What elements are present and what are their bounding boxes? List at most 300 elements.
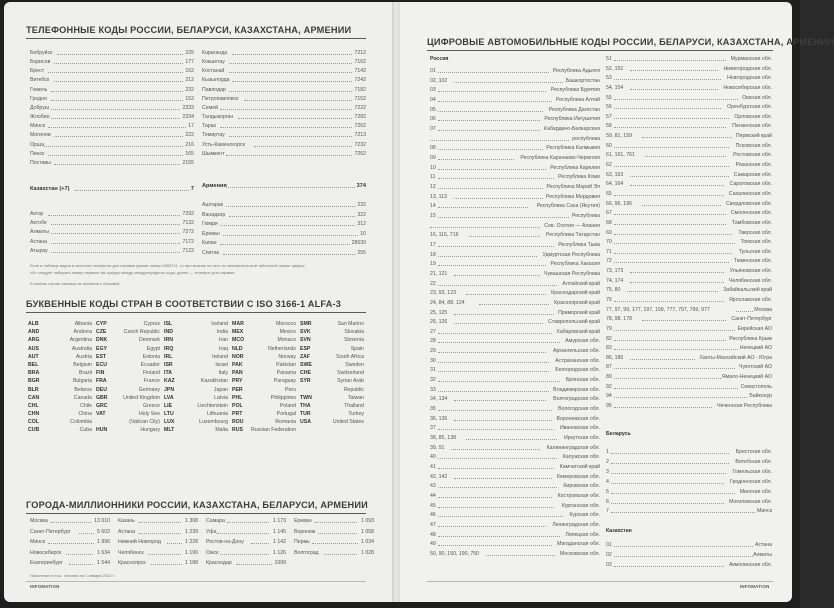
- car-code-row: [606, 143, 772, 149]
- iso-country: Argentina: [69, 337, 92, 344]
- iso-row: [28, 418, 94, 426]
- phone-row-value: 212: [185, 77, 194, 84]
- iso-country: Iraq: [219, 345, 228, 352]
- iso-country: Lithuania: [206, 411, 228, 418]
- car-code-row-leader: [438, 130, 540, 131]
- city-row: [30, 550, 110, 556]
- iso-row: [96, 402, 162, 410]
- iso-country: United States: [332, 419, 364, 426]
- car-code-row-leader: [630, 359, 695, 360]
- phone-row-label: Гродно: [30, 95, 47, 102]
- car-code-row-leader: [614, 108, 721, 109]
- car-code-row-label: 28: [430, 338, 436, 345]
- car-code-row-label: 38, 85, 138: [430, 435, 456, 442]
- car-code-row-value: Республика Татарстан: [546, 232, 600, 239]
- city-row-leader: [220, 554, 269, 555]
- iso-row: [164, 328, 230, 336]
- car-code-row-label: 13, 113: [430, 193, 447, 200]
- iso-country: Spain: [350, 345, 364, 352]
- iso-code: CHL: [28, 402, 39, 409]
- car-code-row-leader: [614, 262, 729, 263]
- car-code-row-label: 89: [606, 374, 612, 381]
- iso-column: [164, 320, 230, 435]
- kazakhstan-heading-label: Казахстан (+7): [30, 186, 70, 192]
- car-code-row-label: 02: [606, 551, 612, 558]
- car-code-row-label: 39, 91: [430, 444, 445, 451]
- car-code-row-value: Ямало-Ненецкий АО: [721, 374, 772, 381]
- car-code-row: [606, 201, 772, 207]
- car-code-row-label: 60: [606, 142, 612, 149]
- iso-country: Pakistan: [276, 361, 296, 368]
- city-row-value: 1 239: [185, 528, 198, 535]
- city-row-value: 5 602: [97, 528, 110, 535]
- car-code-row-leader: [438, 169, 546, 170]
- iso-row: [300, 353, 366, 361]
- car-code-row-label: 86, 186: [606, 354, 624, 361]
- car-codes-rule: [427, 50, 773, 51]
- car-code-row-leader: [438, 217, 569, 218]
- phone-row-leader: [244, 100, 352, 101]
- car-code-row-leader: [438, 256, 537, 257]
- iso-country: India: [216, 329, 228, 336]
- iso-code: ESP: [300, 345, 311, 352]
- phone-row: [30, 132, 194, 138]
- car-code-row-value: Пермский край: [735, 133, 772, 140]
- city-row-leader: [318, 533, 358, 534]
- car-code-row-leader: [466, 294, 546, 295]
- car-code-row-leader: [466, 439, 557, 440]
- phone-row: [202, 231, 366, 237]
- phone-row-label: Актобе: [30, 220, 47, 227]
- car-code-row-leader: [614, 127, 726, 128]
- iso-country: Chile: [80, 402, 92, 409]
- phone-row-leader: [229, 136, 353, 137]
- city-row-leader: [79, 533, 94, 534]
- iso-row: [96, 345, 162, 353]
- iso-code: IRQ: [164, 345, 174, 352]
- car-code-row: [430, 116, 600, 122]
- phone-row: [30, 248, 194, 254]
- city-row: [118, 529, 198, 535]
- car-code-row-value: Ростовская обл.: [733, 152, 772, 159]
- city-row-leader: [69, 564, 93, 565]
- phone-row-leader: [57, 54, 184, 55]
- car-code-row-value: Ненецкий АО: [739, 345, 772, 352]
- city-row-value: 1 034: [361, 539, 374, 546]
- city-row-label: Ереван: [294, 518, 312, 524]
- iso-country: Holy See: [138, 411, 160, 418]
- iso-code: DNK: [96, 337, 108, 344]
- car-code-row-value: Красноярский край: [554, 299, 600, 306]
- iso-row: [232, 410, 298, 418]
- iso-country: Albania: [74, 321, 92, 327]
- iso-country: Netherlands: [268, 345, 296, 352]
- city-row-leader: [148, 554, 182, 555]
- city-row: [206, 560, 286, 566]
- car-code-row: [606, 56, 772, 62]
- iso-country: Canada: [73, 394, 92, 401]
- car-code-row: [430, 68, 600, 74]
- phone-row-value: 7162: [354, 59, 366, 66]
- iso-country: Egypt: [146, 345, 160, 352]
- car-code-row-label: 55: [606, 94, 612, 101]
- right-page: [400, 2, 834, 602]
- iso-row: [300, 328, 366, 336]
- car-code-row-leader: [614, 378, 721, 379]
- iso-country: San Marino: [337, 321, 364, 327]
- iso-country: Estonia: [142, 353, 160, 360]
- car-code-row-label: 04: [430, 96, 436, 103]
- car-code-row-label: 23, 93, 123: [430, 290, 456, 297]
- iso-country: Portugal: [276, 411, 296, 418]
- iso-codes-rule: [26, 312, 366, 313]
- city-row: [30, 529, 110, 535]
- iso-code: KAZ: [164, 378, 175, 385]
- phone-row-leader: [51, 109, 181, 110]
- car-code-row: [606, 172, 772, 178]
- car-code-row-leader: [630, 70, 718, 71]
- car-code-row: [430, 358, 600, 364]
- city-row-label: Челябинск: [118, 549, 144, 556]
- phone-row: [202, 151, 366, 157]
- car-code-row-leader: [438, 410, 551, 411]
- car-code-row: [606, 123, 772, 129]
- car-code-row: [430, 329, 600, 335]
- car-code-row-label: 54, 154: [606, 84, 624, 91]
- car-code-row-leader: [454, 420, 552, 421]
- car-code-row-value: Сев. Осетия — Алания: [544, 222, 600, 229]
- car-code-row-label: 2: [606, 458, 609, 465]
- car-code-row-value: Республика Карелия: [550, 164, 600, 171]
- car-code-row-value: Омская обл.: [742, 94, 772, 101]
- car-code-row-leader: [438, 526, 546, 527]
- phone-row-label: Петропавловск: [202, 95, 239, 102]
- car-code-row-leader: [642, 137, 732, 138]
- iso-code: PRY: [232, 378, 243, 385]
- iso-row: [96, 361, 162, 369]
- car-code-row: [430, 155, 600, 161]
- car-code-row-value: республика: [572, 135, 600, 142]
- car-code-row: [430, 454, 600, 460]
- car-code-row: [606, 449, 772, 455]
- car-code-row-value: Вологодская обл.: [558, 406, 600, 413]
- phone-row-label: Могилев: [30, 132, 51, 139]
- car-code-row-leader: [630, 89, 718, 90]
- iso-row: [300, 320, 366, 328]
- phone-row-label: Алматы: [30, 229, 49, 236]
- car-code-row-leader: [438, 120, 540, 121]
- iso-code: MEX: [232, 329, 244, 336]
- car-code-row: [430, 319, 600, 325]
- iso-country: Iran: [219, 337, 228, 344]
- car-code-row-label: 77, 97, 99, 177, 197, 199, 777, 797, 799, 977: [606, 306, 710, 313]
- city-row-leader: [139, 533, 182, 534]
- car-code-row-value: Тюменская обл.: [733, 258, 772, 265]
- car-code-row-value: Витебская обл.: [735, 458, 772, 465]
- iso-column: [232, 320, 298, 435]
- iso-country: Kazakhstan: [200, 378, 228, 385]
- phone-row: [30, 239, 194, 245]
- city-row-leader: [167, 543, 182, 544]
- phone-row-value: 7152: [354, 95, 366, 102]
- city-row: [206, 529, 286, 535]
- car-code-row: [606, 239, 772, 245]
- car-code-row-leader: [614, 301, 723, 302]
- city-row-leader: [312, 543, 358, 544]
- car-code-row-leader: [614, 566, 723, 567]
- city-row-label: Нижний Новгород: [118, 539, 161, 546]
- phone-row-label: Бобруйск: [30, 50, 53, 56]
- phone-row-label: Темиртау: [202, 132, 225, 139]
- city-row-value: 13 010: [94, 518, 110, 524]
- city-row: [206, 539, 286, 545]
- car-code-row-leader: [438, 497, 551, 498]
- phone-row-leader: [229, 63, 353, 64]
- car-code-row-leader: [736, 311, 753, 312]
- phone-row-value: 7213: [354, 132, 366, 139]
- phone-row: [30, 77, 194, 83]
- car-code-row-label: 29: [430, 348, 436, 355]
- car-code-row-value: Оренбургская обл.: [727, 104, 772, 111]
- phone-row-value: 255: [357, 249, 366, 256]
- phone-row-label: Астана: [30, 238, 48, 245]
- car-code-row-value: Республика Коми: [558, 174, 600, 181]
- phone-row-value: 216: [185, 141, 194, 148]
- iso-row: [164, 410, 230, 418]
- car-code-row-value: Волгоградская обл.: [553, 396, 600, 403]
- car-code-row-value: Санкт-Петербург: [731, 316, 772, 323]
- car-code-row-leader: [614, 166, 729, 167]
- car-code-row: [606, 66, 772, 72]
- car-code-row-label: 61, 161, 761: [606, 152, 635, 159]
- phone-row-value: 7262: [354, 123, 366, 130]
- iso-row: [96, 386, 162, 394]
- car-code-row-value: Республика Ингушетия: [544, 116, 600, 123]
- car-code-row-value: Новгородская обл.: [727, 75, 772, 82]
- car-code-row-leader: [438, 458, 557, 459]
- car-code-row: [606, 297, 772, 303]
- car-code-row-label: 6: [606, 498, 609, 505]
- iso-code: SMR: [300, 321, 312, 327]
- iso-row: [96, 336, 162, 344]
- car-code-row: [606, 278, 772, 284]
- city-row-label: Москва: [30, 518, 48, 524]
- iso-row: [28, 336, 94, 344]
- car-code-row-leader: [630, 176, 730, 177]
- iso-code: ALB: [28, 321, 39, 327]
- phone-row: [202, 68, 366, 74]
- phone-row-value: 312: [357, 221, 366, 227]
- car-code-row: [606, 403, 772, 409]
- iso-row: [232, 328, 298, 336]
- iso-country: Israel: [215, 361, 228, 368]
- car-code-row-leader: [611, 483, 724, 484]
- iso-country: Switzerland: [337, 370, 364, 377]
- car-code-row: [606, 469, 772, 475]
- car-code-row-label: 47: [430, 522, 436, 529]
- car-code-row-leader: [611, 453, 729, 454]
- iso-country: Italy: [218, 370, 228, 377]
- car-code-row-label: 35: [430, 406, 436, 413]
- car-code-row-leader: [438, 536, 560, 537]
- car-code-row-leader: [454, 275, 540, 276]
- city-row-label: Санкт-Петербург: [30, 528, 71, 535]
- iso-code: ECU: [96, 361, 107, 368]
- car-code-row-value: Брестская обл.: [735, 449, 772, 455]
- car-code-row-label: 5: [606, 488, 609, 495]
- iso-row: [300, 345, 366, 353]
- phone-row: [30, 68, 194, 74]
- car-code-row-value: Акмолинская обл.: [728, 561, 772, 568]
- phone-row-label: Павлодар: [202, 86, 226, 93]
- iso-row: [232, 345, 298, 353]
- cities-rule: [26, 513, 366, 514]
- car-code-row-label: 32: [430, 377, 436, 384]
- car-code-row-leader: [614, 349, 738, 350]
- car-code-row: [430, 78, 600, 84]
- car-code-row-label: 26, 126: [430, 319, 448, 326]
- phone-row: [202, 123, 366, 129]
- car-code-row: [606, 336, 772, 342]
- city-row-leader: [48, 543, 94, 544]
- phone-codes-title: ТЕЛЕФОННЫЕ КОДЫ РОССИИ, БЕЛАРУСИ, КАЗАХСТАНА, АРМЕНИИ: [26, 25, 352, 35]
- iso-country: Taiwan: [347, 394, 364, 401]
- iso-code: MAR: [232, 321, 244, 327]
- city-row-label: Астана: [118, 528, 136, 535]
- phone-row-leader: [51, 243, 181, 244]
- phone-row-leader: [51, 118, 181, 119]
- phone-row-value: 7232: [354, 141, 366, 148]
- city-row-label: Самара: [206, 518, 225, 524]
- car-code-row-leader: [614, 147, 729, 148]
- car-code-row: [606, 152, 772, 158]
- phone-row: [30, 151, 194, 157]
- car-code-row-value: Республика Калмыкия: [546, 145, 600, 152]
- car-code-row-label: 49: [430, 541, 436, 548]
- phone-row-value: 7272: [182, 229, 194, 236]
- car-code-row-leader: [614, 224, 726, 225]
- car-code-row-leader: [438, 507, 554, 508]
- armenia-heading-value: 374: [356, 183, 366, 189]
- car-code-row-value: Приморский край: [558, 309, 600, 316]
- city-row-leader: [139, 522, 182, 523]
- iso-country: Republic: [343, 386, 364, 393]
- city-row-value: 1 188: [185, 560, 198, 567]
- car-code-row-value: Астраханская обл.: [555, 357, 600, 364]
- car-code-row-label: 41: [430, 464, 436, 471]
- city-row: [30, 518, 110, 524]
- phone-row-leader: [48, 155, 184, 156]
- car-code-row-value: Липецкая обл.: [565, 531, 600, 538]
- car-code-row-value: Республика Адыгея: [552, 68, 600, 74]
- car-code-row-leader: [614, 546, 752, 547]
- iso-code: CUB: [28, 427, 40, 434]
- city-row: [118, 560, 198, 566]
- car-code-row-leader: [438, 101, 551, 102]
- iso-country: Ireland: [212, 353, 228, 360]
- car-code-row-label: 12: [430, 183, 436, 190]
- car-code-row-leader: [611, 493, 735, 494]
- iso-country: France: [143, 378, 160, 385]
- iso-code: LIE: [164, 402, 173, 409]
- iso-row: [232, 377, 298, 385]
- iso-row: [164, 394, 230, 402]
- phone-row-label: Капан: [202, 240, 217, 246]
- iso-country: Liechtenstein: [197, 402, 228, 409]
- car-code-row: [430, 435, 600, 441]
- car-code-row: [430, 290, 600, 296]
- phone-row-label: Жлобин: [30, 114, 50, 121]
- iso-row: [164, 402, 230, 410]
- city-row-label: Краснодар: [206, 560, 232, 567]
- car-code-row: [430, 503, 600, 509]
- phone-row-label: Борисов: [30, 59, 51, 66]
- city-row-label: Омск: [206, 549, 219, 556]
- car-code-row: [606, 162, 772, 168]
- armenia-heading-label: Армения: [202, 183, 227, 189]
- phone-row: [202, 96, 366, 102]
- iso-codes-title: БУКВЕННЫЕ КОДЫ СТРАН В СООТВЕТСТВИИ С ISO 3166-1 ALFA-3: [26, 299, 342, 309]
- iso-row: [300, 426, 366, 434]
- car-code-row-leader: [438, 362, 549, 363]
- car-code-row-leader: [630, 282, 724, 283]
- car-code-row-value: Курская обл.: [569, 512, 600, 519]
- car-code-row-leader: [438, 285, 557, 286]
- phone-row: [30, 220, 194, 226]
- car-code-row-leader: [611, 473, 726, 474]
- phone-row-label: Орша: [30, 141, 44, 148]
- phone-row-leader: [54, 81, 184, 82]
- iso-country: Russian Federation: [251, 427, 296, 434]
- iso-row: [164, 361, 230, 369]
- iso-code: MLT: [164, 427, 175, 434]
- iso-code: RUS: [232, 427, 243, 434]
- car-code-row-label: 22: [430, 280, 436, 287]
- phone-row-leader: [44, 146, 183, 147]
- car-code-row-leader: [614, 195, 723, 196]
- phone-row-value: 7292: [182, 211, 194, 217]
- car-code-row: [430, 261, 600, 267]
- russia-heading: Россия: [430, 56, 449, 62]
- car-code-row-value: Ульяновская обл.: [729, 268, 772, 275]
- phone-row: [202, 87, 366, 93]
- iso-code: BEL: [28, 361, 39, 368]
- iso-code: SVN: [300, 337, 311, 344]
- car-code-row: [606, 95, 772, 101]
- phone-row: [30, 105, 194, 111]
- city-row-label: Новосибирск: [30, 549, 62, 556]
- car-code-row-value: Алматы: [753, 551, 772, 558]
- iso-code: PHL: [232, 394, 243, 401]
- car-code-row: [430, 165, 600, 171]
- car-code-row-label: 34, 134: [430, 396, 448, 403]
- iso-code: ROU: [232, 419, 244, 426]
- iso-code: EST: [96, 353, 107, 360]
- car-code-row-leader: [438, 429, 554, 430]
- iso-country: (Vatican City): [129, 419, 160, 426]
- car-code-row-leader: [438, 72, 549, 73]
- car-code-row: [606, 258, 772, 264]
- car-code-row: [606, 459, 772, 465]
- phone-row-leader: [48, 215, 181, 216]
- car-code-row-value: Чувашская Республика: [543, 270, 600, 277]
- car-code-row-label: 19: [430, 261, 436, 268]
- car-code-row-label: 30: [430, 357, 436, 364]
- car-code-row-leader: [438, 149, 543, 150]
- car-code-row-value: Республика Бурятия: [550, 87, 600, 94]
- car-code-row-value: Республика Крым: [729, 335, 772, 342]
- iso-code: BGR: [28, 378, 40, 385]
